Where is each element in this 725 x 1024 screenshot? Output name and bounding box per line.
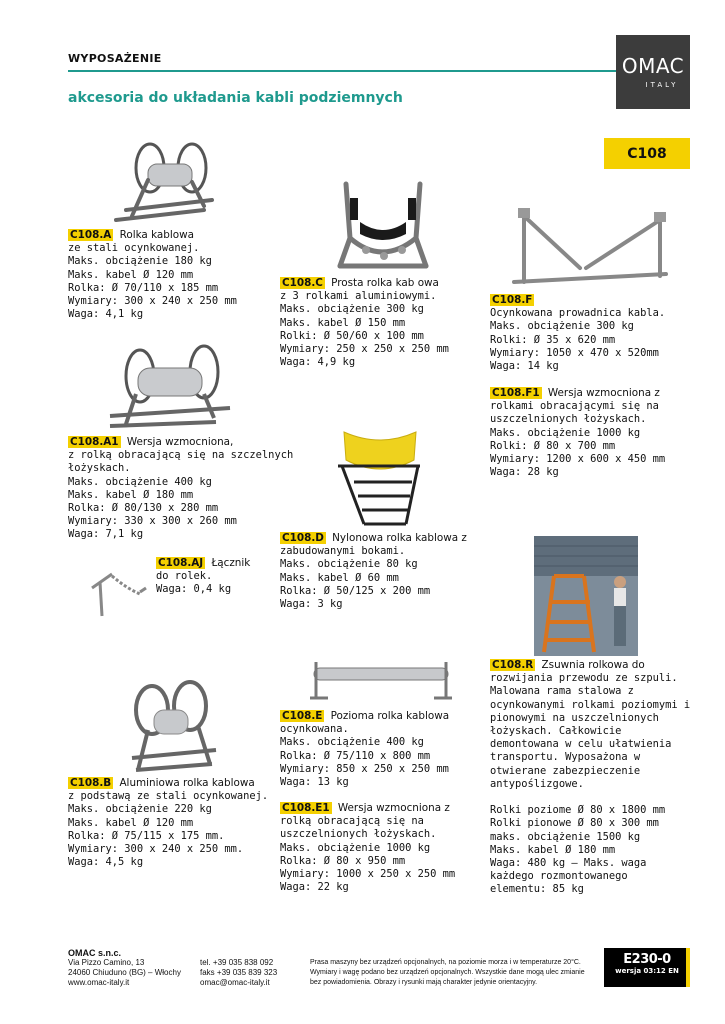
- product-line: Wymiary: 1200 x 600 x 450 mm: [490, 453, 666, 466]
- company-email[interactable]: omac@omac-italy.it: [200, 978, 270, 987]
- product-line: Rolka: Ø 75/110 x 800 mm: [280, 749, 431, 762]
- product-line: Maks. obciążenie 220 kg: [68, 803, 212, 816]
- product-line: uszczelnionych łożyskach.: [280, 828, 437, 841]
- product-line: Maks. kabel Ø 120 mm: [68, 268, 194, 281]
- product-tag: C108.B: [70, 777, 112, 789]
- product-c108f: [490, 294, 665, 373]
- product-line: elementu: 85 kg: [490, 883, 584, 896]
- product-line: zabudowanymi bokami.: [280, 545, 406, 558]
- c108a-image: [112, 140, 224, 224]
- product-c108r: [490, 659, 690, 897]
- product-line: Wersja wzmocniona,: [126, 436, 234, 448]
- product-c108e: [280, 710, 449, 789]
- footer-accent-bar: [686, 948, 690, 987]
- product-line: maks. obciążenie 1500 kg: [490, 830, 641, 843]
- product-line: z podstawą ze stali ocynkowanej.: [68, 790, 269, 803]
- product-tag: C108.E: [282, 710, 323, 722]
- product-c108a1: [68, 436, 293, 542]
- product-line: Prosta rolka kab owa: [331, 277, 439, 289]
- product-line: Wymiary: 1050 x 470 x 520mm: [490, 346, 659, 359]
- product-line: Waga: 3 kg: [280, 598, 343, 611]
- product-line: [490, 791, 690, 804]
- page-subtitle: akcesoria do układania kabli podziemnych: [68, 90, 403, 106]
- company-address: Via Pizzo Camino, 13: [68, 958, 145, 967]
- logo-main: OMAC: [621, 54, 685, 78]
- product-line: Nylonowa rolka kablowa z: [332, 532, 467, 544]
- product-line: Waga: 14 kg: [490, 360, 559, 373]
- product-line: Waga: 7,1 kg: [68, 528, 144, 541]
- product-line: Waga: 4,9 kg: [280, 356, 356, 369]
- footer-company: [68, 948, 181, 988]
- product-c108c: [280, 277, 449, 369]
- product-line: Rolka kablowa: [119, 229, 194, 241]
- document-version: wersja 03:12 EN: [615, 967, 679, 975]
- product-line: do rolek.: [156, 570, 213, 583]
- product-c108aj: [156, 557, 250, 597]
- product-line: Rolka: Ø 50/125 x 200 mm: [280, 584, 431, 597]
- product-line: Maks. kabel Ø 120 mm: [68, 816, 194, 829]
- product-line: Maks. obciążenie 300 kg: [490, 320, 634, 333]
- product-line: demontowana w celu ułatwienia: [490, 738, 672, 751]
- product-line: Wersja wzmocniona z: [337, 802, 450, 814]
- product-line: pionowymi na uszczelnionych: [490, 711, 659, 724]
- product-tag: C108.A1: [70, 436, 119, 448]
- product-line: Aluminiowa rolka kablowa: [119, 777, 255, 789]
- product-tag: C108.F1: [492, 387, 540, 399]
- disclaimer-line: Prasa maszyny bez urządzeń opcjonalnych, na poziomie morza i w temperaturze 20°C.: [310, 959, 581, 966]
- product-line: Maks. obciążenie 300 kg: [280, 303, 424, 316]
- c108r-image: [534, 536, 638, 656]
- product-line: Maks. obciążenie 80 kg: [280, 558, 418, 571]
- product-line: Wymiary: 300 x 240 x 250 mm.: [68, 843, 244, 856]
- product-tag: C108.A: [70, 229, 112, 241]
- product-line: Wymiary: 1000 x 250 x 250 mm: [280, 868, 456, 881]
- product-line: łożyskach. Całkowicie: [490, 725, 622, 738]
- product-tag: C108.F: [492, 294, 533, 306]
- product-c108b: [68, 777, 268, 869]
- product-line: Waga: 0,4 kg: [156, 583, 232, 596]
- c108d-image: [334, 426, 426, 530]
- document-code: E230-0: [623, 952, 671, 967]
- section-title: WYPOSAŻENIE: [68, 52, 162, 65]
- product-line: Rolka: Ø 70/110 x 185 mm: [68, 281, 219, 294]
- omac-logo: [616, 35, 690, 109]
- product-line: Rolka: Ø 80/130 x 280 mm: [68, 502, 219, 515]
- product-line: Waga: 480 kg – Maks. waga: [490, 857, 647, 870]
- product-line: z 3 rolkami aluminiowymi.: [280, 290, 437, 303]
- product-tag: C108.E1: [282, 802, 330, 814]
- product-line: Rolki poziome Ø 80 x 1800 mm: [490, 804, 666, 817]
- product-line: Waga: 13 kg: [280, 776, 349, 789]
- company-fax: faks +39 035 839 323: [200, 968, 278, 977]
- product-line: ocynkowanymi rolkami poziomymi i: [490, 698, 691, 711]
- product-line: Maks. obciążenie 400 kg: [68, 475, 212, 488]
- product-line: Ocynkowana prowadnica kabla.: [490, 307, 666, 320]
- product-line: Maks. obciążenie 1000 kg: [280, 841, 431, 854]
- product-line: Maks. obciążenie 180 kg: [68, 255, 212, 268]
- product-tag: C108.C: [282, 277, 323, 289]
- product-line: transportu. Wyposażona w: [490, 751, 641, 764]
- product-line: Waga: 4,5 kg: [68, 856, 144, 869]
- product-line: Wymiary: 850 x 250 x 250 mm: [280, 762, 449, 775]
- product-line: Maks. obciążenie 400 kg: [280, 736, 424, 749]
- product-line: Rolki: Ø 50/60 x 100 mm: [280, 329, 424, 342]
- product-line: Maks. kabel Ø 150 mm: [280, 316, 406, 329]
- product-tag: C108.D: [282, 532, 324, 544]
- product-line: Maks. kabel Ø 180 mm: [490, 843, 616, 856]
- footer-disclaimer: [310, 958, 585, 988]
- product-line: Maks. obciążenie 1000 kg: [490, 426, 641, 439]
- product-line: rolką obracającą się na: [280, 815, 424, 828]
- document-code-badge: [604, 948, 690, 987]
- company-website[interactable]: www.omac-italy.it: [68, 978, 130, 987]
- product-line: Wymiary: 330 x 300 x 260 mm: [68, 515, 237, 528]
- product-line: ze stali ocynkowanej.: [68, 242, 200, 255]
- product-tag: C108.AJ: [158, 557, 204, 569]
- product-line: Łącznik: [211, 557, 251, 569]
- product-line: rozwijania przewodu ze szpuli.: [490, 672, 678, 685]
- product-line: Wymiary: 300 x 240 x 250 mm: [68, 295, 237, 308]
- company-phone: tel. +39 035 838 092: [200, 958, 274, 967]
- product-line: Rolka: Ø 80 x 950 mm: [280, 854, 406, 867]
- logo-sub: ITALY: [645, 81, 679, 89]
- header-rule: [68, 70, 616, 72]
- product-line: każdego rozmontowanego: [490, 870, 628, 883]
- product-code-badge: C108: [604, 138, 690, 169]
- company-name: OMAC s.n.c.: [68, 948, 122, 958]
- product-line: Maks. kabel Ø 60 mm: [280, 571, 399, 584]
- product-tag: C108.R: [492, 659, 534, 671]
- product-line: Malowana rama stalowa z: [490, 685, 634, 698]
- c108b-image: [126, 680, 222, 776]
- product-c108f1: [490, 387, 665, 479]
- product-line: ocynkowana.: [280, 723, 349, 736]
- product-line: uszczelnionych łożyskach.: [490, 413, 647, 426]
- product-line: łożyskach.: [68, 462, 131, 475]
- product-line: z rolką obracającą się na szczelnych: [68, 449, 294, 462]
- product-line: Rolka: Ø 75/115 x 175 mm.: [68, 829, 225, 842]
- product-line: Rolki: Ø 35 x 620 mm: [490, 333, 616, 346]
- product-line: Waga: 4,1 kg: [68, 308, 144, 321]
- product-line: Waga: 22 kg: [280, 881, 349, 894]
- disclaimer-line: Wymiary i wagę podano bez urządzeń opcjonalnych. Wszystkie dane mogą ulec zmianie: [310, 969, 585, 976]
- footer-contact: [200, 958, 277, 988]
- product-line: Wersja wzmocniona z: [547, 387, 660, 399]
- c108c-image: [326, 178, 440, 270]
- product-line: Zsuwnia rolkowa do: [541, 659, 645, 671]
- c108aj-image: [86, 566, 150, 622]
- product-c108a: [68, 229, 237, 321]
- product-c108e1: [280, 802, 455, 894]
- product-line: Pozioma rolka kablowa: [330, 710, 450, 722]
- c108f-image: [510, 208, 670, 290]
- product-line: Maks. kabel Ø 180 mm: [68, 488, 194, 501]
- c108a1-image: [106, 344, 236, 430]
- c108e-image: [308, 658, 454, 702]
- disclaimer-line: bez powiadomienia. Obrazy i rysunki mają charakter jedynie orientacyjny.: [310, 979, 538, 986]
- company-city: 24060 Chiuduno (BG) – Włochy: [68, 968, 181, 977]
- product-line: otwierane zabezpieczenie: [490, 764, 641, 777]
- product-line: antypoślizgowe.: [490, 777, 584, 790]
- product-line: Rolki: Ø 80 x 700 mm: [490, 439, 616, 452]
- product-c108d: [280, 532, 467, 611]
- product-line: Wymiary: 250 x 250 x 250 mm: [280, 343, 449, 356]
- product-line: Waga: 28 kg: [490, 466, 559, 479]
- product-line: rolkami obracającymi się na: [490, 400, 659, 413]
- product-line: Rolki pionowe Ø 80 x 300 mm: [490, 817, 659, 830]
